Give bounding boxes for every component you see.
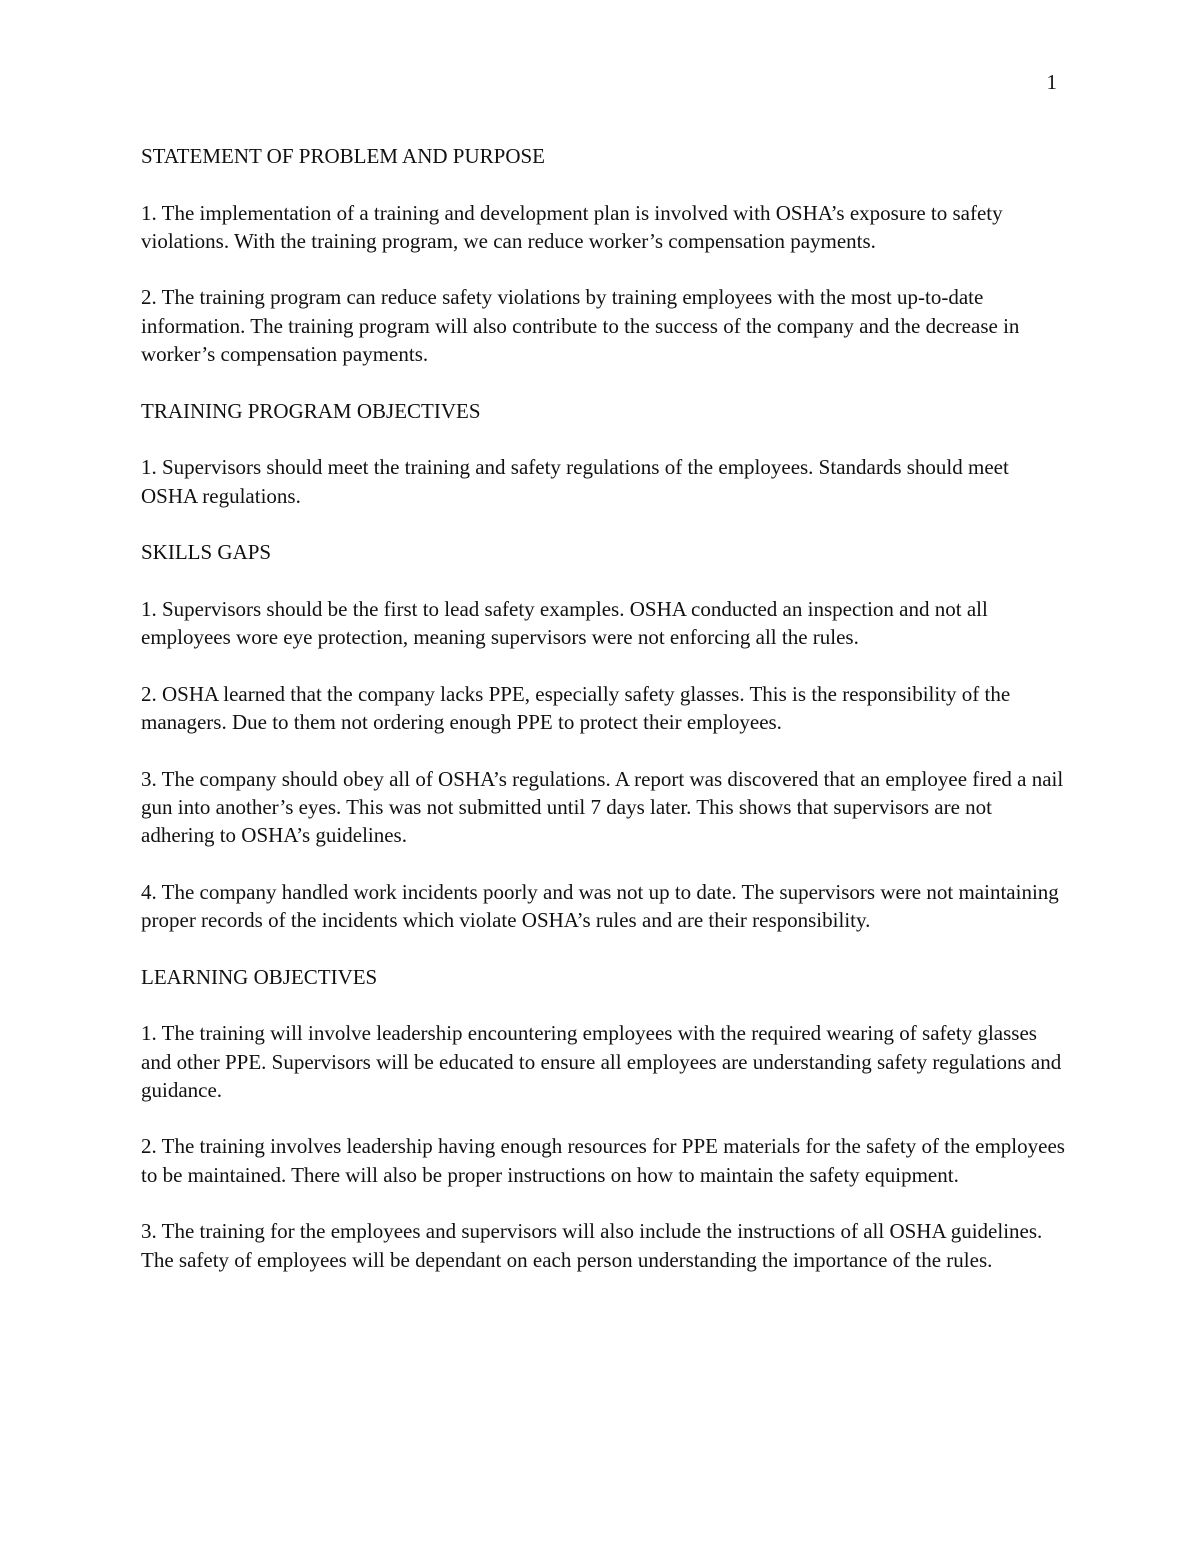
paragraph: 3. The training for the employees and supervisors will also include the instructions of all OSHA guidelines. The safety of employees will be dependant on each person understanding the importance of the rules.	[141, 1219, 1043, 1272]
paragraph: 4. The company handled work incidents poorly and was not up to date. The supervisors were not maintaining proper records of the incidents which violate OSHA’s rules and are their responsibility.	[141, 879, 1059, 933]
paragraph: 1. The implementation of a training and development plan is involved with OSHA’s exposure to safety violations. With the training program, we can reduce worker’s compensation payments.	[141, 200, 1003, 253]
paragraph: 2. The training involves leadership having enough resources for PPE materials for the safety of the employees to be maintained. There will also be proper instructions on how to maintain the safety equipment.	[141, 1134, 1065, 1187]
paragraph: 1. The training will involve leadership encountering employees with the required wearing of safety glasses and other PPE. Supervisors will be educated to ensure all employees are understanding safety regulations and guidance.	[141, 1021, 1062, 1102]
section-skills-gaps	[141, 538, 1066, 934]
document-body	[141, 142, 1066, 1302]
section-heading: TRAINING PROGRAM OBJECTIVES	[141, 398, 481, 423]
section-heading: STATEMENT OF PROBLEM AND PURPOSE	[141, 144, 546, 168]
paragraph: 1. Supervisors should meet the training and safety regulations of the employees. Standards should meet OSHA regulations.	[141, 455, 1009, 508]
section-heading: LEARNING OBJECTIVES	[141, 964, 378, 989]
section-statement-of-problem	[141, 142, 1066, 368]
section-training-program-objectives	[141, 397, 1066, 510]
paragraph: 1. Supervisors should be the first to lead safety examples. OSHA conducted an inspection and not all employees wore eye protection, meaning supervisors were not enforcing all the rules.	[141, 596, 988, 650]
paragraph: 2. OSHA learned that the company lacks PPE, especially safety glasses. This is the responsibility of the managers. Due to them not ordering enough PPE to protect their employees.	[141, 681, 1011, 734]
paragraph: 2. The training program can reduce safety violations by training employees with the most up-to-date information. The training program will also contribute to the success of the company and the decrease in worker’s compensation payments.	[141, 285, 1020, 367]
paragraph: 3. The company should obey all of OSHA’s regulations. A report was discovered that an employee fired a nail gun into another’s eyes. This was not submitted until 7 days later. This shows that supervisors are not adhering to OSHA’s guidelines.	[141, 766, 1064, 848]
page-number: 1	[1046, 70, 1057, 94]
section-heading: SKILLS GAPS	[141, 540, 272, 565]
section-learning-objectives	[141, 963, 1066, 1274]
